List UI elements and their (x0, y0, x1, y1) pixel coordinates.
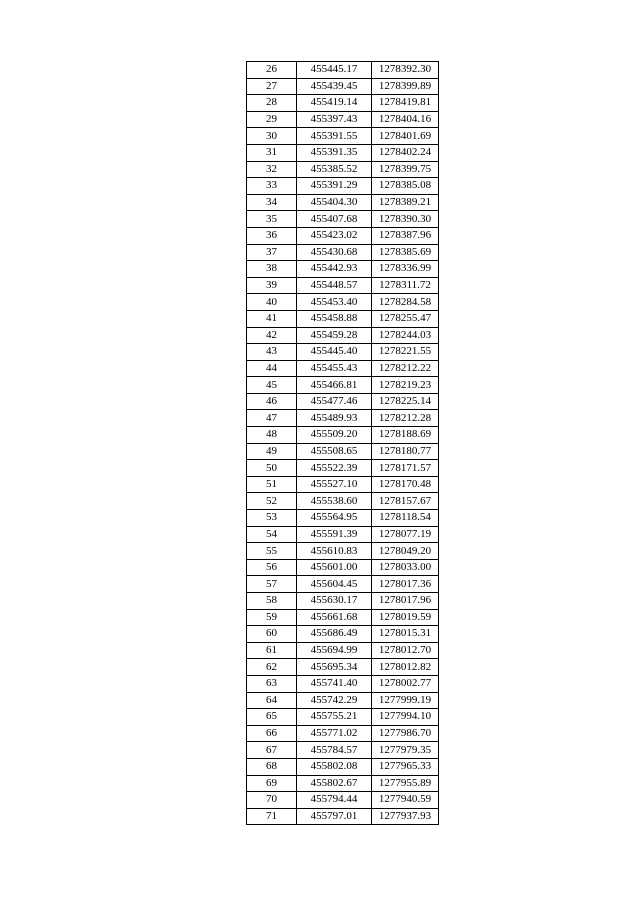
y-coordinate-cell: 1277999.19 (372, 692, 439, 709)
x-coordinate-cell: 455489.93 (297, 410, 372, 427)
table-row (247, 609, 439, 626)
y-coordinate-cell: 1278012.70 (372, 642, 439, 659)
point-number-cell: 66 (247, 725, 297, 742)
coordinate-table (246, 61, 439, 825)
y-coordinate-cell: 1278336.99 (372, 261, 439, 278)
table-row (247, 675, 439, 692)
point-number-cell: 69 (247, 775, 297, 792)
y-coordinate-cell: 1278401.69 (372, 128, 439, 145)
point-number-cell: 41 (247, 310, 297, 327)
point-number-cell: 60 (247, 626, 297, 643)
y-coordinate-cell: 1278015.31 (372, 626, 439, 643)
x-coordinate-cell: 455742.29 (297, 692, 372, 709)
table-row (247, 327, 439, 344)
point-number-cell: 26 (247, 62, 297, 79)
table-row (247, 161, 439, 178)
x-coordinate-cell: 455448.57 (297, 277, 372, 294)
x-coordinate-cell: 455397.43 (297, 111, 372, 128)
table-row (247, 310, 439, 327)
x-coordinate-cell: 455458.88 (297, 310, 372, 327)
y-coordinate-cell: 1278387.96 (372, 227, 439, 244)
point-number-cell: 61 (247, 642, 297, 659)
y-coordinate-cell: 1277965.33 (372, 758, 439, 775)
point-number-cell: 59 (247, 609, 297, 626)
table-row (247, 95, 439, 112)
table-row (247, 593, 439, 610)
x-coordinate-cell: 455564.95 (297, 510, 372, 527)
table-row (247, 576, 439, 593)
x-coordinate-cell: 455610.83 (297, 543, 372, 560)
point-number-cell: 67 (247, 742, 297, 759)
point-number-cell: 62 (247, 659, 297, 676)
y-coordinate-cell: 1278390.30 (372, 211, 439, 228)
table-row (247, 194, 439, 211)
point-number-cell: 47 (247, 410, 297, 427)
point-number-cell: 54 (247, 526, 297, 543)
point-number-cell: 29 (247, 111, 297, 128)
x-coordinate-cell: 455430.68 (297, 244, 372, 261)
point-number-cell: 49 (247, 443, 297, 460)
x-coordinate-cell: 455771.02 (297, 725, 372, 742)
y-coordinate-cell: 1278399.89 (372, 78, 439, 95)
table-row (247, 294, 439, 311)
y-coordinate-cell: 1278385.08 (372, 178, 439, 195)
point-number-cell: 31 (247, 144, 297, 161)
y-coordinate-cell: 1278404.16 (372, 111, 439, 128)
y-coordinate-cell: 1278219.23 (372, 377, 439, 394)
y-coordinate-cell: 1277937.93 (372, 808, 439, 825)
point-number-cell: 71 (247, 808, 297, 825)
table-row (247, 211, 439, 228)
y-coordinate-cell: 1278118.54 (372, 510, 439, 527)
x-coordinate-cell: 455439.45 (297, 78, 372, 95)
y-coordinate-cell: 1277986.70 (372, 725, 439, 742)
point-number-cell: 38 (247, 261, 297, 278)
table-row (247, 460, 439, 477)
point-number-cell: 32 (247, 161, 297, 178)
y-coordinate-cell: 1278077.19 (372, 526, 439, 543)
table-row (247, 559, 439, 576)
table-row (247, 725, 439, 742)
y-coordinate-cell: 1278017.36 (372, 576, 439, 593)
point-number-cell: 30 (247, 128, 297, 145)
y-coordinate-cell: 1278311.72 (372, 277, 439, 294)
point-number-cell: 57 (247, 576, 297, 593)
x-coordinate-cell: 455391.29 (297, 178, 372, 195)
table-row (247, 111, 439, 128)
point-number-cell: 40 (247, 294, 297, 311)
y-coordinate-cell: 1278171.57 (372, 460, 439, 477)
y-coordinate-cell: 1278419.81 (372, 95, 439, 112)
table-row (247, 659, 439, 676)
y-coordinate-cell: 1278284.58 (372, 294, 439, 311)
x-coordinate-cell: 455802.67 (297, 775, 372, 792)
point-number-cell: 28 (247, 95, 297, 112)
y-coordinate-cell: 1278385.69 (372, 244, 439, 261)
point-number-cell: 52 (247, 493, 297, 510)
x-coordinate-cell: 455477.46 (297, 393, 372, 410)
x-coordinate-cell: 455538.60 (297, 493, 372, 510)
table-row (247, 344, 439, 361)
table-row (247, 493, 439, 510)
y-coordinate-cell: 1278212.22 (372, 360, 439, 377)
y-coordinate-cell: 1277955.89 (372, 775, 439, 792)
table-row (247, 244, 439, 261)
x-coordinate-cell: 455453.40 (297, 294, 372, 311)
y-coordinate-cell: 1278392.30 (372, 62, 439, 79)
table-row (247, 758, 439, 775)
point-number-cell: 53 (247, 510, 297, 527)
x-coordinate-cell: 455445.40 (297, 344, 372, 361)
table-row (247, 227, 439, 244)
point-number-cell: 50 (247, 460, 297, 477)
y-coordinate-cell: 1277979.35 (372, 742, 439, 759)
x-coordinate-cell: 455784.57 (297, 742, 372, 759)
y-coordinate-cell: 1278157.67 (372, 493, 439, 510)
table-row (247, 692, 439, 709)
y-coordinate-cell: 1278188.69 (372, 427, 439, 444)
table-row (247, 144, 439, 161)
x-coordinate-cell: 455591.39 (297, 526, 372, 543)
point-number-cell: 42 (247, 327, 297, 344)
y-coordinate-cell: 1278017.96 (372, 593, 439, 610)
y-coordinate-cell: 1278255.47 (372, 310, 439, 327)
point-number-cell: 51 (247, 476, 297, 493)
y-coordinate-cell: 1278012.82 (372, 659, 439, 676)
x-coordinate-cell: 455391.35 (297, 144, 372, 161)
table-row (247, 377, 439, 394)
point-number-cell: 39 (247, 277, 297, 294)
table-row (247, 261, 439, 278)
point-number-cell: 33 (247, 178, 297, 195)
x-coordinate-cell: 455794.44 (297, 792, 372, 809)
x-coordinate-cell: 455459.28 (297, 327, 372, 344)
x-coordinate-cell: 455391.55 (297, 128, 372, 145)
coordinate-table-body (247, 62, 439, 825)
x-coordinate-cell: 455423.02 (297, 227, 372, 244)
y-coordinate-cell: 1278002.77 (372, 675, 439, 692)
table-row (247, 543, 439, 560)
table-row (247, 443, 439, 460)
point-number-cell: 63 (247, 675, 297, 692)
y-coordinate-cell: 1278221.55 (372, 344, 439, 361)
x-coordinate-cell: 455741.40 (297, 675, 372, 692)
point-number-cell: 48 (247, 427, 297, 444)
x-coordinate-cell: 455508.65 (297, 443, 372, 460)
point-number-cell: 43 (247, 344, 297, 361)
y-coordinate-cell: 1278399.75 (372, 161, 439, 178)
x-coordinate-cell: 455527.10 (297, 476, 372, 493)
point-number-cell: 35 (247, 211, 297, 228)
x-coordinate-cell: 455802.08 (297, 758, 372, 775)
table-row (247, 642, 439, 659)
y-coordinate-cell: 1278170.48 (372, 476, 439, 493)
table-row (247, 742, 439, 759)
y-coordinate-cell: 1278019.59 (372, 609, 439, 626)
table-row (247, 178, 439, 195)
point-number-cell: 27 (247, 78, 297, 95)
table-row (247, 78, 439, 95)
point-number-cell: 56 (247, 559, 297, 576)
table-row (247, 393, 439, 410)
y-coordinate-cell: 1278212.28 (372, 410, 439, 427)
point-number-cell: 45 (247, 377, 297, 394)
table-row (247, 128, 439, 145)
table-row (247, 626, 439, 643)
y-coordinate-cell: 1278033.00 (372, 559, 439, 576)
x-coordinate-cell: 455694.99 (297, 642, 372, 659)
point-number-cell: 70 (247, 792, 297, 809)
x-coordinate-cell: 455695.34 (297, 659, 372, 676)
point-number-cell: 34 (247, 194, 297, 211)
point-number-cell: 44 (247, 360, 297, 377)
table-row (247, 427, 439, 444)
x-coordinate-cell: 455661.68 (297, 609, 372, 626)
x-coordinate-cell: 455509.20 (297, 427, 372, 444)
table-row (247, 476, 439, 493)
table-row (247, 792, 439, 809)
table-row (247, 277, 439, 294)
y-coordinate-cell: 1278180.77 (372, 443, 439, 460)
point-number-cell: 37 (247, 244, 297, 261)
x-coordinate-cell: 455604.45 (297, 576, 372, 593)
y-coordinate-cell: 1278244.03 (372, 327, 439, 344)
table-row (247, 808, 439, 825)
y-coordinate-cell: 1278225.14 (372, 393, 439, 410)
x-coordinate-cell: 455686.49 (297, 626, 372, 643)
y-coordinate-cell: 1278049.20 (372, 543, 439, 560)
point-number-cell: 64 (247, 692, 297, 709)
x-coordinate-cell: 455442.93 (297, 261, 372, 278)
x-coordinate-cell: 455630.17 (297, 593, 372, 610)
y-coordinate-cell: 1277940.59 (372, 792, 439, 809)
x-coordinate-cell: 455455.43 (297, 360, 372, 377)
y-coordinate-cell: 1278402.24 (372, 144, 439, 161)
table-row (247, 62, 439, 79)
table-row (247, 360, 439, 377)
x-coordinate-cell: 455419.14 (297, 95, 372, 112)
x-coordinate-cell: 455601.00 (297, 559, 372, 576)
x-coordinate-cell: 455407.68 (297, 211, 372, 228)
x-coordinate-cell: 455466.81 (297, 377, 372, 394)
y-coordinate-cell: 1277994.10 (372, 709, 439, 726)
table-row (247, 410, 439, 427)
point-number-cell: 55 (247, 543, 297, 560)
x-coordinate-cell: 455404.30 (297, 194, 372, 211)
x-coordinate-cell: 455445.17 (297, 62, 372, 79)
x-coordinate-cell: 455522.39 (297, 460, 372, 477)
x-coordinate-cell: 455385.52 (297, 161, 372, 178)
point-number-cell: 46 (247, 393, 297, 410)
point-number-cell: 36 (247, 227, 297, 244)
point-number-cell: 68 (247, 758, 297, 775)
x-coordinate-cell: 455755.21 (297, 709, 372, 726)
table-row (247, 526, 439, 543)
table-row (247, 775, 439, 792)
point-number-cell: 58 (247, 593, 297, 610)
point-number-cell: 65 (247, 709, 297, 726)
table-row (247, 709, 439, 726)
y-coordinate-cell: 1278389.21 (372, 194, 439, 211)
x-coordinate-cell: 455797.01 (297, 808, 372, 825)
table-row (247, 510, 439, 527)
